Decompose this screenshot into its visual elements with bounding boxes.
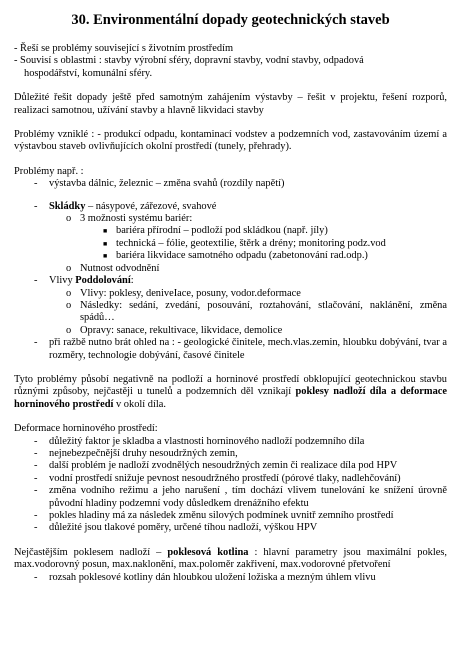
landfills-bold: Skládky — [49, 200, 86, 212]
list-item-drainage: o Nutnost odvodnění — [66, 262, 160, 274]
dash-marker: - — [34, 178, 38, 190]
list-item-barriers: o 3 možnosti systému bariér: — [66, 213, 193, 225]
square-marker: ■ — [103, 239, 108, 248]
list-item-deformation: - nejnebezpečnější druhy nesoudržných zemin, — [34, 447, 238, 459]
list-item-deformation: - pokles hladiny má za následek změnu silových podmínek uvnitř zemního prostředí — [34, 510, 394, 521]
intro-line-3: hospodářství, komunální sféry. — [24, 67, 153, 79]
list-item-highways: - výstavba dálnic, železnic – změna svahů (rozdíly napětí) — [34, 178, 285, 190]
problems-arise-paragraph: Problémy vzniklé : - produkcí odpadu, kontaminací vodstev a podzemních vod, zastavováním území a výstavbou staveb ovlivňujících okolní prostředí (tunely, přehrady). — [14, 129, 447, 153]
deformation-heading: Deformace horninového prostředí: — [14, 423, 158, 435]
list-item-deformation: - důležitý faktor je skladba a vlastnosti horninového nadloží podzemního díla — [34, 435, 365, 447]
important-paragraph: Důležité řešit dopady ještě před samotným zahájením výstavby – řešit v projektu, řešení rozporů, realizaci samotnou, užívání stavby a hlavně likvidaci stavby — [14, 92, 447, 116]
circle-marker: o — [66, 287, 72, 299]
dash-marker: - — [34, 275, 38, 287]
circle-marker: o — [66, 299, 72, 311]
list-item-basin-extent: - rozsah poklesové kotliny dán hloubkou uložení ložiska a mezným úhlem vlivu — [34, 571, 376, 583]
dash-marker: - — [34, 337, 38, 349]
list-item-deformation: - změna vodního režimu a jeho narušení , tím dochází vlivem tunelování ke snížení úrovně původní hladiny podzemní vody důsledkem drenážního efektu — [34, 485, 447, 509]
subsidence-bold: poklesy nadloží díla a deformace horninového prostředí — [14, 386, 447, 410]
list-item-barrier-waste: ■ bariéra likvidace samotného odpadu (zabetonování rad.odp.) — [103, 250, 368, 262]
list-item-undermining: - Vlivy Poddolování: — [34, 275, 134, 287]
circle-marker: o — [66, 262, 72, 274]
list-item-barrier-natural: ■ bariéra přírodní – podloží pod skládkou (např. jíly) — [103, 225, 328, 237]
list-item-repairs: o Opravy: sanace, rekultivace, likvidace, demolice — [66, 324, 283, 336]
list-item-deformation: - další problém je nadloží zvodnělých nesoudržných zemin či realizace díla pod HPV — [34, 460, 398, 472]
dash-marker: - — [34, 200, 38, 212]
intro-line-1: - Řeší se problémy související s životním prostředím — [14, 43, 234, 54]
list-item-deformation: - důležité jsou tlakové poměry, určené tíhou nadloží, výškou HPV — [34, 522, 318, 534]
page-title: 30. Environmentální dopady geotechnických staveb — [71, 12, 390, 28]
square-marker: ■ — [103, 252, 108, 261]
problems-heading: Problémy např. : — [14, 165, 84, 177]
list-item-deformation: - vodní prostředí snižuje pevnost nesoudržného prostředí (pórové tlaky, nadlehčování) — [34, 472, 401, 484]
list-item-effects: o Vlivy: poklesy, deniveIace, posuny, vodor.deformace — [66, 287, 301, 299]
list-item-excavation: - při ražbě nutno brát ohled na : - geologické činitele, mech.vlas.zemin, hloubku dobývání, tvar a rozměry, technologie dobývání, časové činitele — [34, 337, 447, 361]
undermining-bold: Poddolování — [75, 275, 131, 287]
circle-marker: o — [66, 213, 72, 225]
works-paragraph: Tyto problémy působí negativně na podloží a horninové prostředí obklopující geotechnickou stavbu různými způsoby, nejčastěji u tunelů a podzemních děl vznikají poklesy nadloží díla a deformace horninového prostředí v okolí díla. — [14, 373, 447, 410]
square-marker: ■ — [103, 227, 108, 236]
list-item-landfills: - Skládky – násypové, zářezové, svahové — [34, 200, 217, 212]
intro-line-2: - Souvisí s oblastmi : stavby výrobní sféry, dopravní stavby, vodní stavby, odpadová — [14, 55, 364, 67]
circle-marker: o — [66, 324, 72, 336]
list-item-consequences: o Následky: sedání, zvedání, posouvání, roztahování, stlačování, naklánění, změna spádů… — [66, 299, 447, 324]
basin-bold: poklesová kotlina — [167, 546, 249, 558]
list-item-barrier-technical: ■ technická – fólie, geotextilie, štěrk a drény; monitoring podz.vod — [103, 237, 386, 249]
worst-paragraph: Nejčastějším poklesem nadloží – poklesová kotlina : hlavní parametry jsou maximální pokles, max.vodorovný posun, max.naklonění, max.poloměr zakřivení, max.vodorovné přetvoření — [14, 546, 447, 571]
